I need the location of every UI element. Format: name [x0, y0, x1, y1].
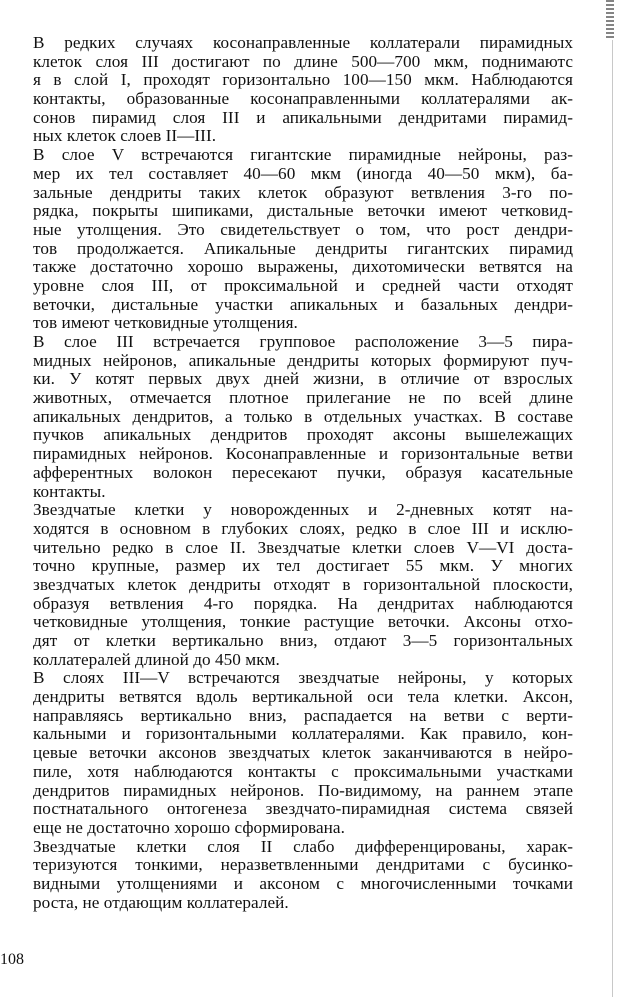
text-line: точно крупные, размер их тел достигает 55 мкм. У многих: [33, 556, 573, 576]
text-line: дендритов пирамидных нейронов. По-видимому, на раннем этапе: [33, 780, 573, 800]
text-line: тов продолжается. Апикальные дендриты гигантских пирамид: [33, 238, 573, 258]
page-edge-line: [612, 40, 613, 997]
text-line: уровне слоя III, от проксимальной и средней части отходят: [33, 275, 573, 295]
text-line: В слоях III—V встречаются звездчатые нейроны, у которых: [33, 668, 573, 688]
paragraph-4: [33, 501, 573, 669]
text-line: В слое V встречаются гигантские пирамидные нейроны, раз-: [33, 145, 573, 165]
paragraph-2: [33, 146, 573, 333]
text-line: коллатералей длиной до 450 мкм.: [33, 649, 280, 669]
text-line: ные утолщения. Это свидетельствует о том, что рост дендри-: [33, 219, 573, 239]
text-line: В слое III встречается групповое расположение 3—5 пира-: [33, 332, 573, 351]
paragraph-5: [33, 669, 573, 837]
text-line: пучков апикальных дендритов проходят аксоны вышележащих: [33, 425, 573, 445]
text-line: роста, не отдающим коллатералей.: [33, 892, 289, 912]
text-line: Звездчатые клетки у новорожденных и 2-дневных котят на-: [33, 500, 573, 520]
paragraph-3: [33, 333, 573, 501]
text-line: видными утолщениями и аксоном с многочисленными точками: [33, 873, 573, 893]
text-line: ки. У котят первых двух дней жизни, в отличие от взрослых: [33, 369, 573, 389]
text-line: теризуются тонкими, неразветвленными дендритами с бусинко-: [33, 855, 573, 875]
text-line: апикальных дендритов, а только в отдельных участках. В составе: [33, 406, 573, 426]
text-line: ных клеток слоев II—III.: [33, 126, 217, 146]
text-line: клеток слоя III достигают по длине 500—700 мкм, поднимаютс: [33, 51, 573, 71]
text-line: ходятся в основном в глубоких слоях, редко в слое III и исклю-: [33, 518, 573, 538]
text-line: четковидные утолщения, тонкие растущие веточки. Аксоны отхо-: [33, 612, 573, 632]
text-line: образуя ветвления 4-го порядка. На дендритах наблюдаются: [33, 593, 573, 613]
text-line: контакты.: [33, 481, 106, 501]
text-line: Звездчатые клетки слоя II слабо дифференцированы, харак-: [33, 836, 573, 856]
text-line: тов имеют четковидные утолщения.: [33, 313, 298, 333]
text-line: мер их тел составляет 40—60 мкм (иногда 40—50 мкм), ба-: [33, 163, 573, 183]
text-line: кальными и горизонтальными коллатералями. Как правило, кон-: [33, 724, 573, 744]
paragraph-1: [33, 34, 573, 146]
text-line: афферентных волокон пересекают пучки, образуя касательные: [33, 462, 573, 482]
text-line: мидных нейронов, апикальные дендриты которых формируют пуч-: [33, 350, 573, 370]
text-line: контакты, образованные косонаправленными коллатералями ак-: [33, 89, 573, 109]
text-line: дендриты ветвятся вдоль вертикальной оси тела клетки. Аксон,: [33, 687, 573, 707]
text-line: зальные дендриты таких клеток образуют ветвления 3-го по-: [33, 182, 573, 202]
page-number: 108: [0, 951, 24, 968]
text-line: я в слой I, проходят горизонтально 100—150 мкм. Наблюдаются: [33, 70, 573, 90]
text-line: еще не достаточно хорошо сформирована.: [33, 817, 345, 837]
page-edge-scan-mark: [606, 0, 614, 40]
text-line: В редких случаях косонаправленные коллатерали пирамидных: [33, 33, 573, 52]
text-line: животных, отмечается плотное прилегание не по всей длине: [33, 388, 573, 408]
text-line: дят от клетки вертикально вниз, отдают 3—5 горизонтальных: [33, 631, 573, 650]
text-line: чительно редко в слое II. Звездчатые клетки слоев V—VI доста-: [33, 537, 573, 557]
text-line: также достаточно хорошо выражены, дихотомически ветвятся на: [33, 257, 573, 277]
page-body: [33, 34, 573, 912]
text-line: сонов пирамид слоя III и апикальными дендритами пирамид-: [33, 107, 573, 127]
text-line: направляясь вертикально вниз, распадается на ветви с верти-: [33, 705, 573, 725]
text-line: звездчатых клеток дендриты отходят в горизонтальной плоскости,: [33, 574, 573, 594]
text-line: пирамидных нейронов. Косонаправленные и горизонтальные ветви: [33, 444, 573, 464]
text-line: постнатального онтогенеза звездчато-пирамидная система связей: [33, 799, 573, 819]
text-line: пиле, хотя наблюдаются контакты с проксимальными участками: [33, 761, 573, 781]
text-line: веточки, дистальные участки апикальных и базальных дендри-: [33, 294, 573, 314]
paragraph-6: [33, 838, 573, 913]
text-line: рядка, покрыты шипиками, дистальные веточки имеют четковид-: [33, 201, 573, 221]
text-line: цевые веточки аксонов звездчатых клеток заканчиваются в нейро-: [33, 743, 573, 763]
